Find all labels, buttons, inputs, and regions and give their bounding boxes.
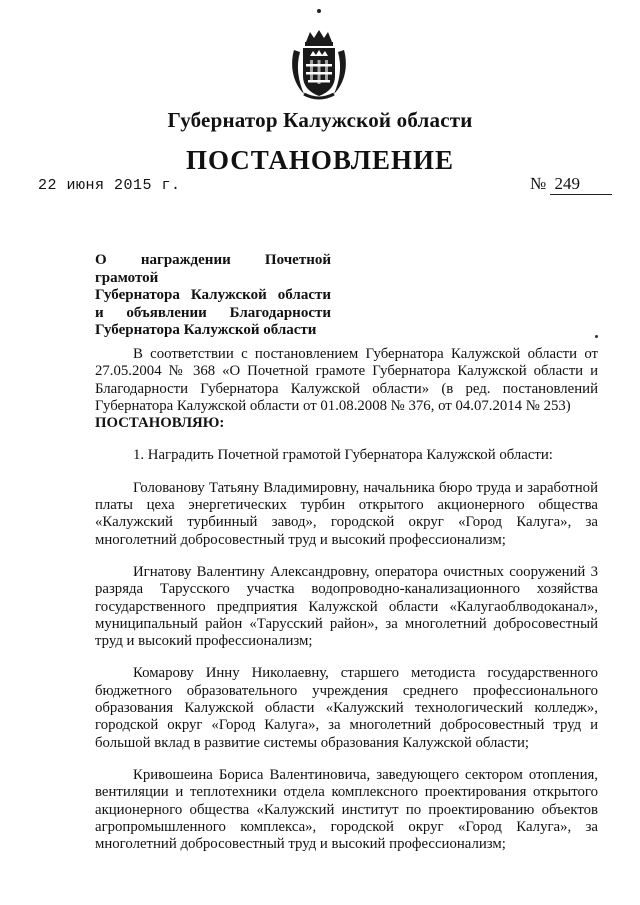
award-entry: Игнатову Валентину Александровну, оператора очистных сооружений 3 разряда Тарусского участка водопроводно-канализационного хозяйства государственного предприятия Калужской области «Калугаоблводоканал», муниципальный район «Тарусский район», за многолетний добросовестный труд и высокий профессионализм; [95,563,598,650]
document-number [530,174,612,195]
scan-mark [595,335,598,338]
scan-dot [317,9,321,13]
subject-line: и объявлении Благодарности [95,304,331,321]
issuer-title: Губернатор Калужской области [167,108,473,132]
subject-line: Губернатора Калужской области [95,287,331,303]
document-date: 22 июня 2015 г. [38,177,181,194]
document-body [95,346,598,853]
document-type-heading: ПОСТАНОВЛЕНИЕ [185,145,455,175]
subject-line: Губернатора Калужской области [95,322,317,338]
document-subject [95,252,331,340]
number-value: 249 [550,174,612,195]
coat-of-arms-icon [288,28,350,102]
award-entry: Кривошеина Бориса Валентиновича, заведующего сектором отопления, вентиляции и теплотехники отдела комплексного проектирования открытого акционерного общества «Калужский институт по проектированию объектов агропромышленного комплекса», городской округ «Город Калуга», за многолетний добросовестный труд и высокий профессионализм; [95,766,598,853]
item-1-paragraph: 1. Наградить Почетной грамотой Губернатора Калужской области: [133,447,553,464]
decree-heading: ПОСТАНОВЛЯЮ: [95,415,225,432]
number-sign: № [530,174,547,193]
subject-line: О награждении Почетной грамотой [95,252,331,286]
preamble-paragraph: В соответствии с постановлением Губернатора Калужской области от 27.05.2004 № 368 «О Почетной грамоте Губернатора Калужской области и Благодарности Губернатора Калужской области» (в ред. постановлений Губернатора Калужской области от 01.08.2008 № 376, от 04.07.2014 № 253) [95,346,598,414]
award-entry: Комарову Инну Николаевну, старшего методиста государственного бюджетного образовательного учреждения среднего профессионального образования Калужской области «Калужский технологический колледж», городской округ «Город Калуга», за многолетний добросовестный труд и большой вклад в развитие системы образования Калужской области; [95,665,598,751]
award-entry: Голованову Татьяну Владимировну, начальника бюро труда и заработной платы цеха энергетических турбин открытого акционерного общества «Калужский турбинный завод», городской округ «Город Калуга», за многолетний добросовестный труд и высокий профессионализм; [95,479,598,548]
